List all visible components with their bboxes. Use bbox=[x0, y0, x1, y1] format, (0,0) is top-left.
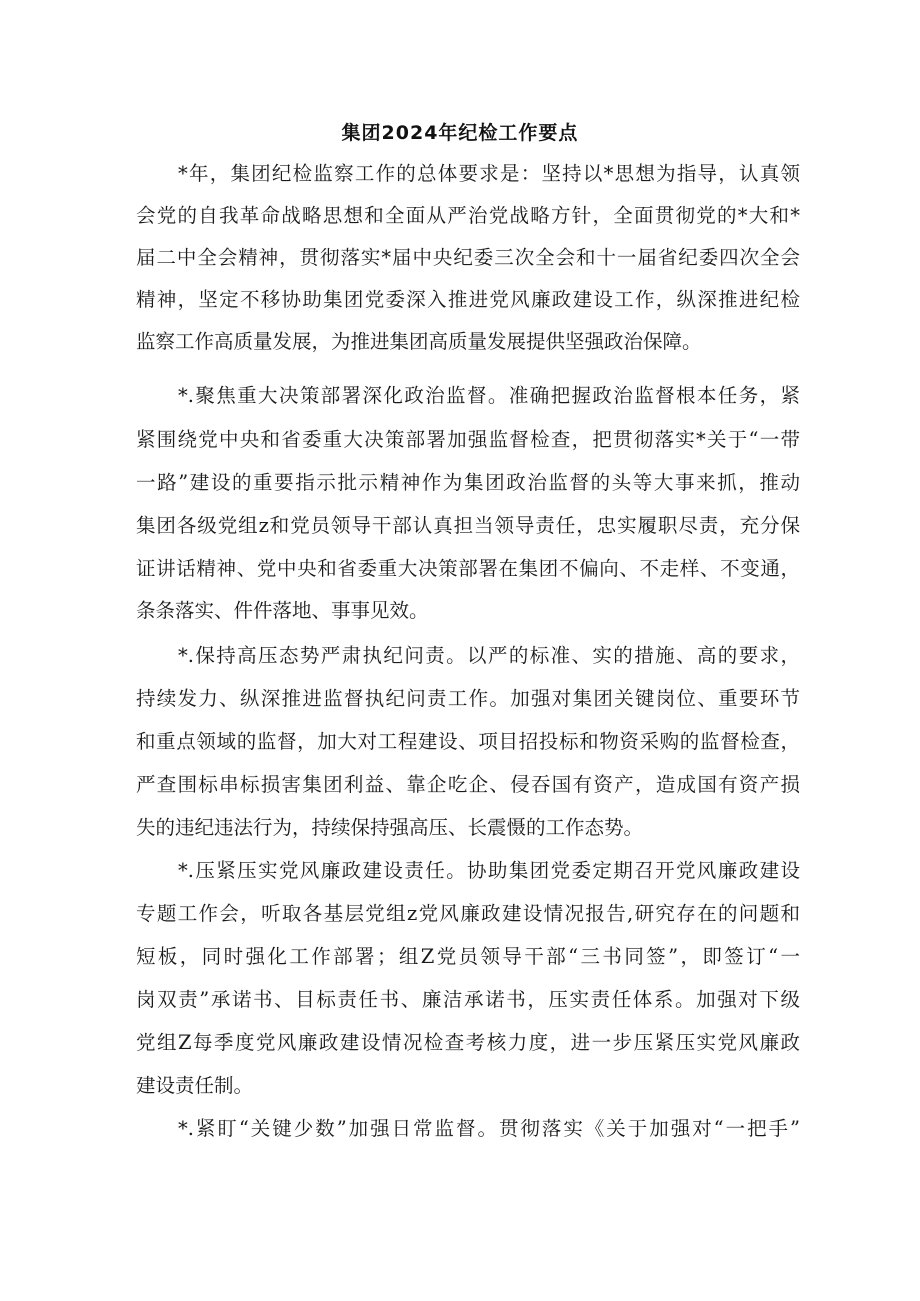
body-line: *年，集团纪检监察工作的总体要求是：坚持以*思想为指导，认真领 bbox=[178, 162, 800, 185]
body-line: 党组Z每季度党风廉政建设情况检查考核力度，进一步压紧压实党风廉政 bbox=[136, 1031, 800, 1054]
document-title: 集团2024年纪检工作要点 bbox=[341, 122, 579, 144]
body-line: 紧围绕党中央和省委重大决策部署加强监督检查，把贯彻落实*关于“一带 bbox=[136, 428, 800, 451]
body-line: 岗双责”承诺书、目标责任书、廉洁承诺书，压实责任体系。加强对下级 bbox=[136, 988, 800, 1011]
body-line: *.聚焦重大决策部署深化政治监督。准确把握政治监督根本任务，紧 bbox=[178, 384, 800, 407]
body-line: 建设责任制。 bbox=[136, 1074, 254, 1097]
body-line: 证讲话精神、党中央和省委重大决策部署在集团不偏向、不走样、不变通， bbox=[136, 557, 800, 580]
body-line: *.保持高压态势严肃执纪问责。以严的标准、实的措施、高的要求， bbox=[178, 644, 800, 667]
body-line: 持续发力、纵深推进监督执纪问责工作。加强对集团关键岗位、重要环节 bbox=[136, 687, 800, 710]
body-line: 会党的自我革命战略思想和全面从严治党战略方针，全面贯彻党的*大和* bbox=[136, 204, 800, 227]
body-line: 失的违纪违法行为，持续保持强高压、长震慑的工作态势。 bbox=[136, 816, 644, 839]
body-line: 集团各级党组z和党员领导干部认真担当领导责任，忠实履职尽责，充分保 bbox=[136, 514, 800, 537]
body-line: 严查围标串标损害集团利益、靠企吃企、侵吞国有资产，造成国有资产损 bbox=[136, 773, 800, 796]
body-line: 监察工作高质量发展，为推进集团高质量发展提供坚强政治保障。 bbox=[136, 330, 702, 353]
body-line: 专题工作会，听取各基层党组z党风廉政建设情况报告,研究存在的问题和 bbox=[136, 902, 800, 925]
body-line: *.压紧压实党风廉政建设责任。协助集团党委定期召开党风廉政建设 bbox=[178, 859, 800, 882]
body-line: *.紧盯“关键少数”加强日常监督。贯彻落实《关于加强对“一把手” bbox=[178, 1117, 800, 1140]
body-line: 精神，坚定不移协助集团党委深入推进党风廉政建设工作，纵深推进纪检 bbox=[136, 288, 800, 311]
body-line: 届二中全会精神，贯彻落实*届中央纪委三次全会和十一届省纪委四次全会 bbox=[136, 246, 800, 269]
body-line: 短板，同时强化工作部署；组Z党员领导干部“三书同签”，即签订“一 bbox=[136, 945, 800, 968]
body-line: 条条落实、件件落地、事事见效。 bbox=[136, 599, 429, 622]
body-line: 和重点领域的监督，加大对工程建设、项目招投标和物资采购的监督检查， bbox=[136, 730, 800, 753]
body-line: 一路”建设的重要指示批示精神作为集团政治监督的头等大事来抓，推动 bbox=[136, 471, 800, 494]
